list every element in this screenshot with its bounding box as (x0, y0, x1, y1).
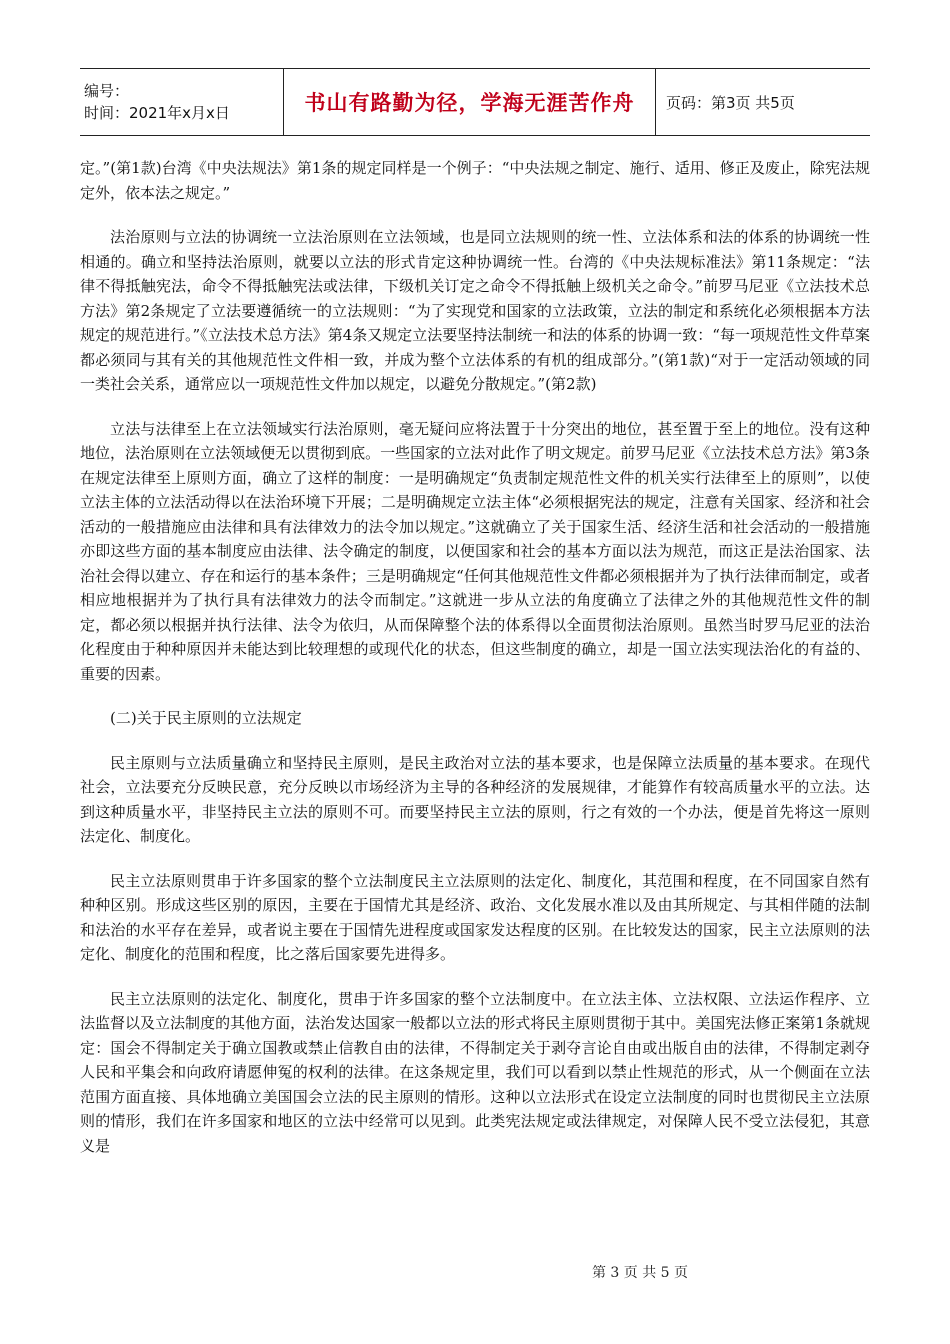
document-body (80, 156, 870, 1178)
paragraph: 民主立法原则贯串于许多国家的整个立法制度民主立法原则的法定化、制度化，其范围和程度，在不同国家自然有种种区别。形成这些区别的原因，主要在于国情尤其是经济、政治、文化发展水准以及由其所规定、与其相伴随的法制和法治的水平存在差异，或者说主要在于国情先进程度或国家发达程度的区别。在比较发达的国家，民主立法原则的法定化、制度化的范围和程度，比之落后国家要先进得多。 (80, 871, 870, 963)
paragraph: 民主原则与立法质量确立和坚持民主原则，是民主政治对立法的基本要求，也是保障立法质量的基本要求。在现代社会，立法要充分反映民意，充分反映以市场经济为主导的各种经济的发展规律，才能算作有较高质量水平的立法。达到这种质量水平，非坚持民主立法的原则不可。而要坚持民主立法的原则，行之有效的一个办法，便是首先将这一原则法定化、制度化。 (80, 753, 870, 845)
footer-page-number: 第 3 页 共 5 页 (591, 1265, 689, 1281)
motto-text: 书山有路勤为径，学海无涯苦作舟 (304, 91, 635, 115)
document-date-label: 时间：2021年x月x日 (84, 104, 230, 122)
paragraph: 法治原则与立法的协调统一立法治原则在立法领域，也是同立法规则的统一性、立法体系和法的体系的协调统一性相通的。确立和坚持法治原则，就要以立法的形式肯定这种协调统一性。台湾的《中央法规标准法》第11条规定：“法律不得抵触宪法，命令不得抵触宪法或法律，下级机关订定之命令不得抵触上级机关之命令。”前罗马尼亚《立法技术总方法》第2条规定了立法要遵循统一的立法规则：“为了实现党和国家的立法政策，立法的制定和系统化必须根据本方法规定的规范进行。”《立法技术总方法》第4条又规定立法要坚持法制统一和法的体系的协调一致：“每一项规范性文件草案都必须同与其有关的其他规范性文件相一致，并成为整个立法体系的有机的组成部分。”(第1款)“对于一定活动领域的同一类社会关系，通常应以一项规范性文件加以规定，以避免分散规定。”(第2款) (80, 228, 870, 393)
header-meta (80, 69, 284, 135)
section-heading: (二)关于民主原则的立法规定 (110, 709, 302, 727)
header-page-info (656, 69, 870, 135)
page-number-label: 页码：第3页 共5页 (666, 93, 795, 112)
paragraph-continuation: 定。”(第1款)台湾《中央法规法》第1条的规定同样是一个例子：“中央法规之制定、施行、适用、修正及废止，除宪法规定外，依本法之规定。” (80, 159, 870, 202)
paragraph: 立法与法律至上在立法领域实行法治原则，毫无疑问应将法置于十分突出的地位，甚至置于至上的地位。没有这种地位，法治原则在立法领域便无以贯彻到底。一些国家的立法对此作了明文规定。前罗马尼亚《立法技术总方法》第3条在规定法律至上原则方面，确立了这样的制度：一是明确规定“负责制定规范性文件的机关实行法律至上的原则”，以使立法主体的立法活动得以在法治环境下开展；二是明确规定立法主体“必须根据宪法的规定，注意有关国家、经济和社会活动的一般措施应由法律和具有法律效力的法令加以规定。”这就确立了关于国家生活、经济生活和社会活动的一般措施亦即这些方面的基本制度应由法律、法令确定的制度，以便国家和社会的基本方面以法为规范，而这正是法治国家、法治社会得以建立、存在和运行的基本条件；三是明确规定“任何其他规范性文件都必须根据并为了执行法律而制定，或者相应地根据并为了执行具有法律效力的法令而制定。”这就进一步从立法的角度确立了法律之外的其他规范性文件的制定，都必须以根据并执行法律、法令为依归，从而保障整个法的体系得以全面贯彻法治原则。虽然当时罗马尼亚的法治化程度由于种种原因并未能达到比较理想的或现代化的状态，但这些制度的确立，却是一国立法实现法治化的有益的、重要的因素。 (80, 419, 870, 683)
header-motto (284, 69, 656, 135)
page-header (80, 68, 870, 136)
document-number-label: 编号： (84, 82, 130, 100)
page-footer (0, 1262, 950, 1282)
paragraph: 民主立法原则的法定化、制度化，贯串于许多国家的整个立法制度中。在立法主体、立法权限、立法运作程序、立法监督以及立法制度的其他方面，法治发达国家一般都以立法的形式将民主原则贯彻于其中。美国宪法修正案第1条就规定：国会不得制定关于确立国教或禁止信教自由的法律，不得制定关于剥夺言论自由或出版自由的法律，不得制定剥夺人民和平集会和向政府请愿伸冤的权利的法律。在这条规定里，我们可以看到以禁止性规范的形式，从一个侧面在立法范围方面直接、具体地确立美国国会立法的民主原则的情形。这种以立法形式在设定立法制度的同时也贯彻民主立法原则的情形，我们在许多国家和地区的立法中经常可以见到。此类宪法规定或法律规定，对保障人民不受立法侵犯，其意义是 (80, 989, 870, 1155)
